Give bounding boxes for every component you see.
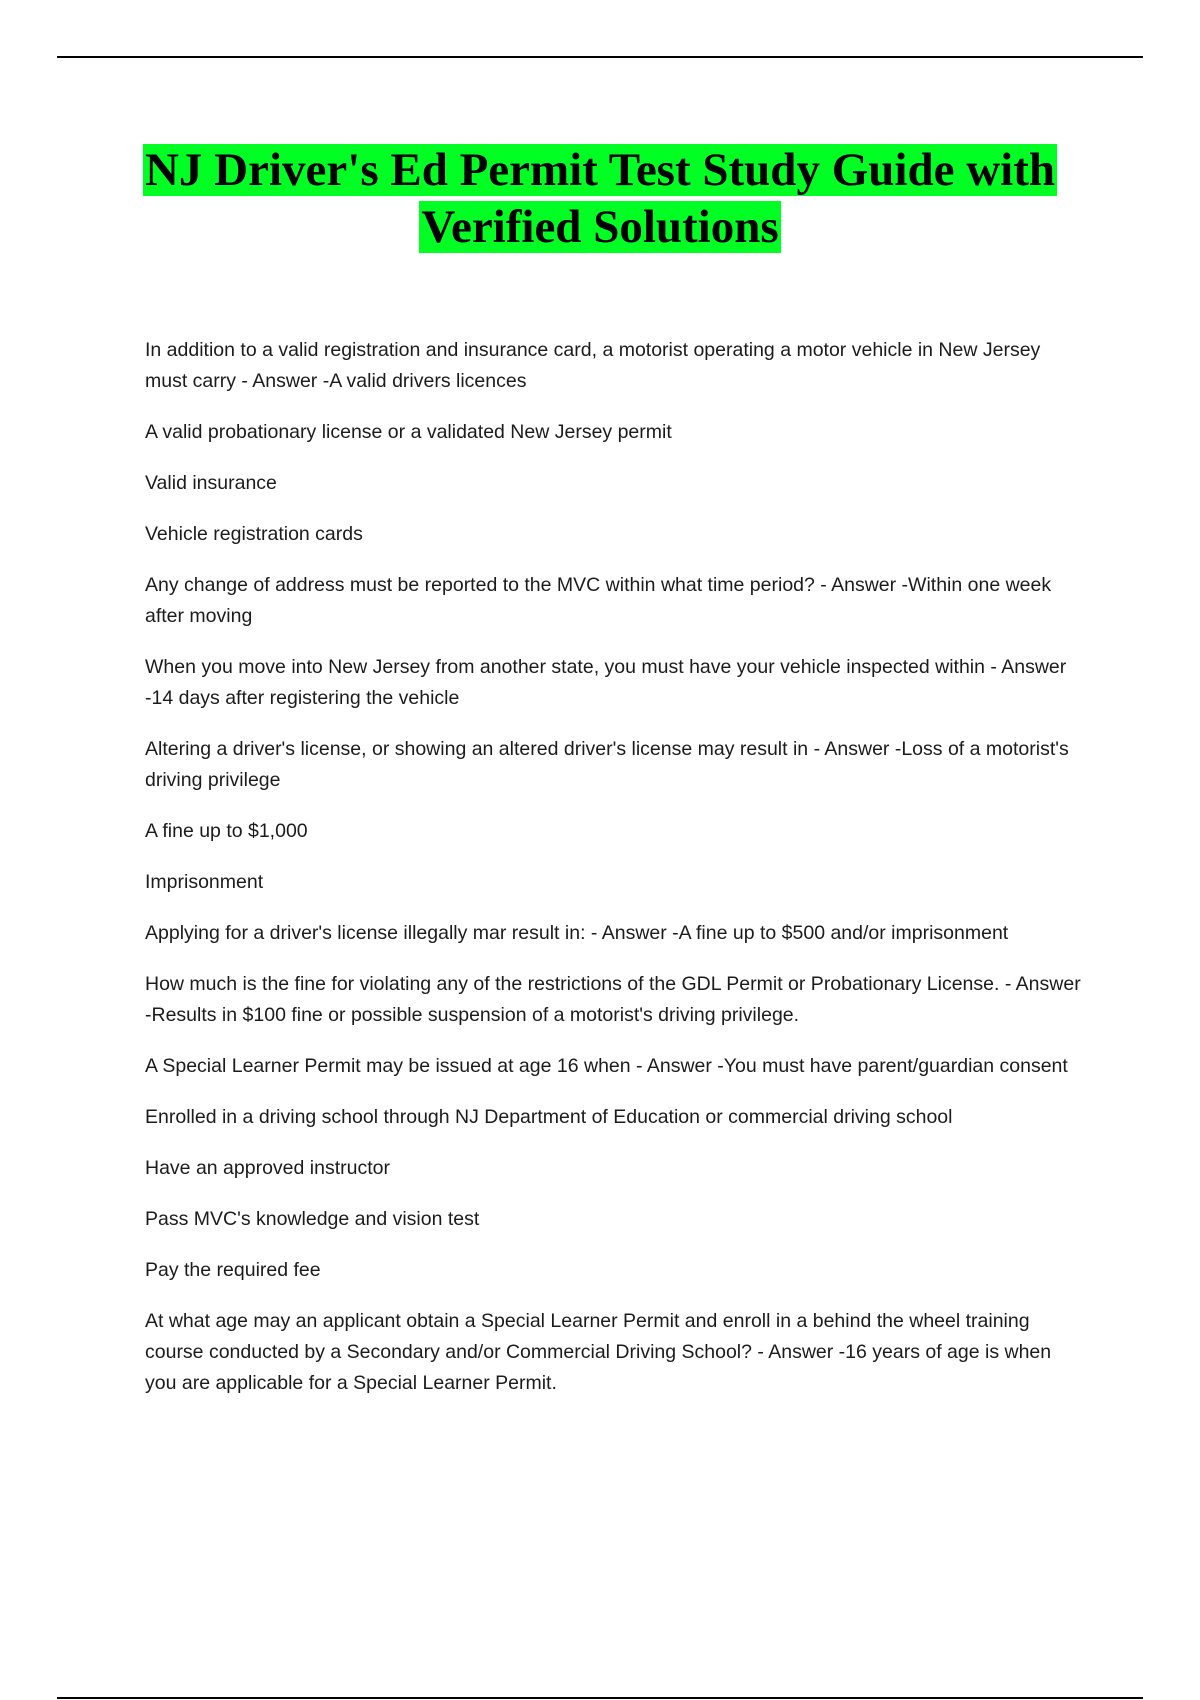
document-body [145,335,1085,1419]
paragraph: Vehicle registration cards [145,523,363,545]
paragraph: How much is the fine for violating any of the restrictions of the GDL Permit or Probationary License. - Answer -Results in $100 fine or possible suspension of a motorist's driving privilege. [145,973,1081,1026]
footer-rule [57,1697,1143,1699]
document-title-text: NJ Driver's Ed Permit Test Study Guide with Verified Solutions [144,144,1055,253]
paragraph: Any change of address must be reported to the MVC within what time period? - Answer -Within one week after moving [145,574,1052,627]
paragraph: Have an approved instructor [145,1157,390,1179]
paragraph: Valid insurance [145,472,277,494]
paragraph: Pass MVC's knowledge and vision test [145,1208,480,1230]
paragraph: A fine up to $1,000 [145,820,308,842]
paragraph: Applying for a driver's license illegally mar result in: - Answer -A fine up to $500 and/or imprisonment [145,922,1009,944]
paragraph: In addition to a valid registration and insurance card, a motorist operating a motor vehicle in New Jersey must carry - Answer -A valid drivers licences [145,339,1041,392]
document-title [100,142,1100,256]
header-rule [57,56,1143,58]
paragraph: When you move into New Jersey from another state, you must have your vehicle inspected within - Answer -14 days after registering the vehicle [145,656,1067,709]
paragraph: Pay the required fee [145,1259,321,1281]
paragraph: A valid probationary license or a validated New Jersey permit [145,421,672,443]
paragraph: A Special Learner Permit may be issued at age 16 when - Answer -You must have parent/guardian consent [145,1055,1068,1077]
paragraph: Enrolled in a driving school through NJ Department of Education or commercial driving school [145,1106,953,1128]
paragraph: Altering a driver's license, or showing an altered driver's license may result in - Answer -Loss of a motorist's driving privilege [145,738,1069,791]
paragraph: At what age may an applicant obtain a Special Learner Permit and enroll in a behind the wheel training course conducted by a Secondary and/or Commercial Driving School? - Answer -16 years of age is when you are applicable for a Special Learner Permit. [145,1310,1052,1394]
paragraph: Imprisonment [145,871,264,893]
